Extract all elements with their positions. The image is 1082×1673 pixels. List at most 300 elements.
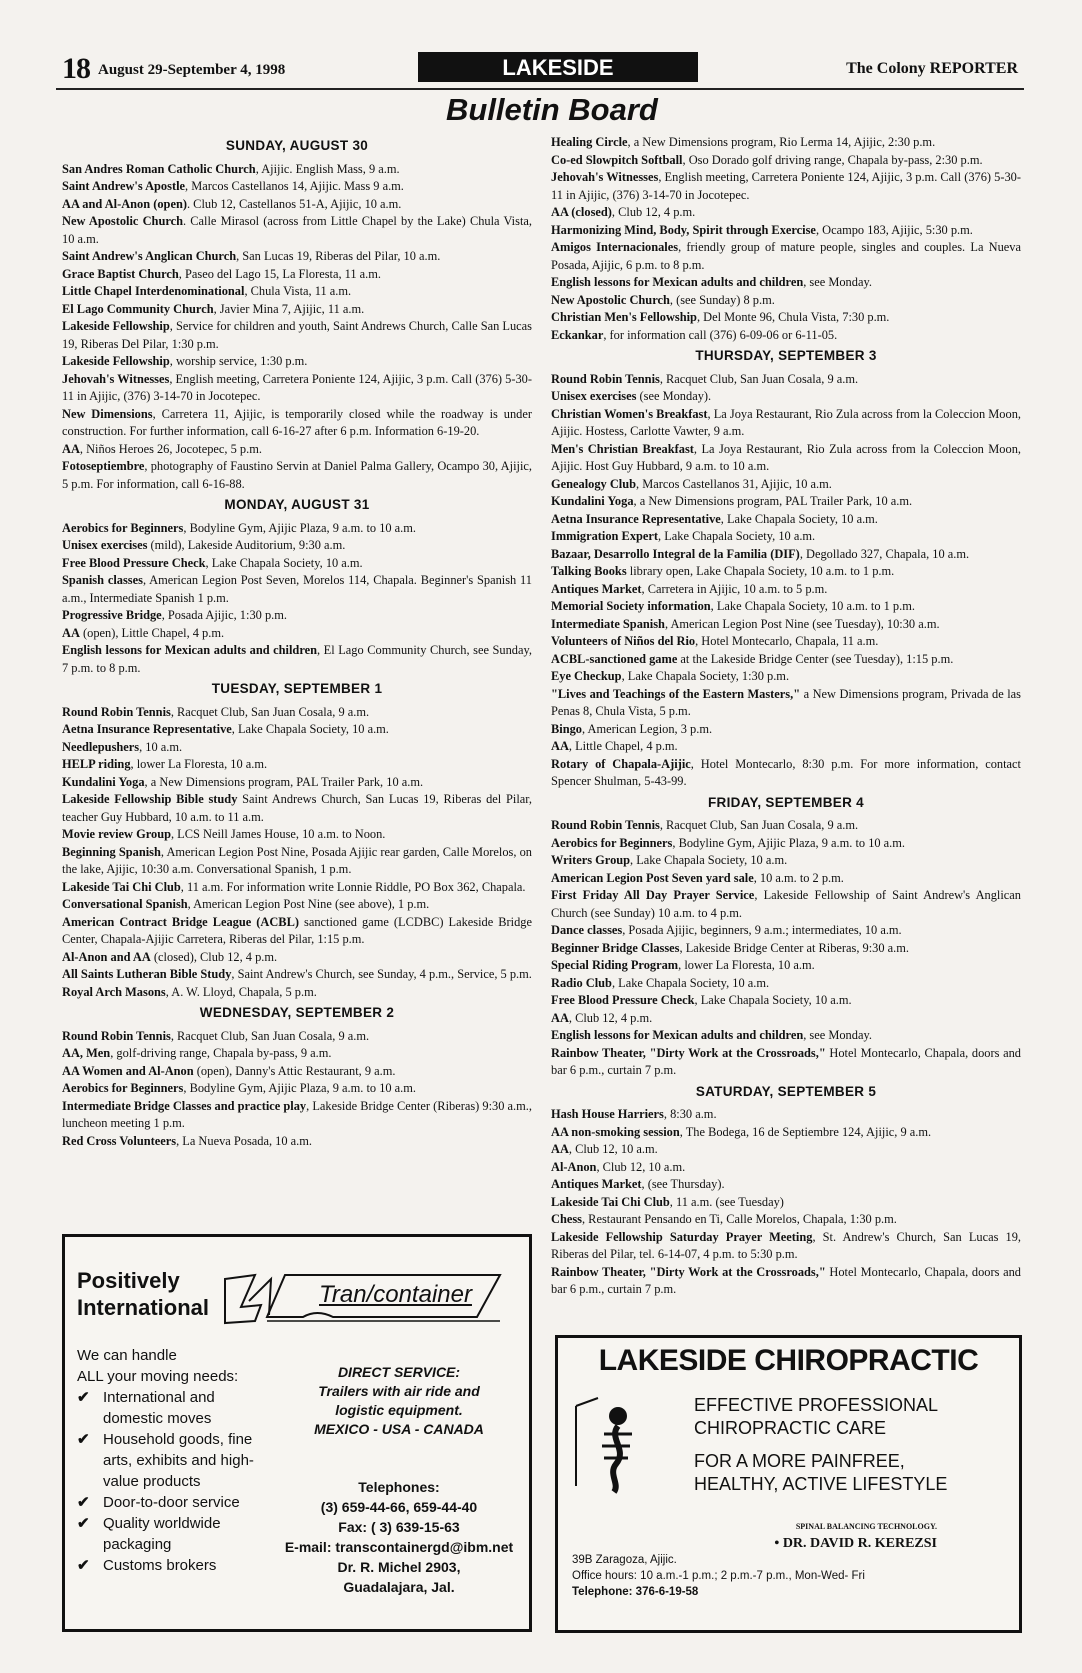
event-details: , Lake Chapala Society, 10 a.m. [205, 555, 363, 570]
list-item [62, 966, 532, 984]
event-details: (open), Danny's Attic Restaurant, 9 a.m. [193, 1063, 396, 1078]
event-details: (see Monday). [636, 389, 712, 403]
list-item [551, 756, 1021, 791]
event-details: , Hotel Montecarlo, 8:30 p.m. For more information, contact Spencer Shulman, 5-43-99. [551, 756, 1021, 788]
event-title: Hash House Harriers [551, 1107, 664, 1121]
list-item [551, 668, 1021, 686]
event-details: , Club 12, 4 p.m. [568, 1010, 653, 1025]
list-item [62, 1063, 532, 1081]
header-rule [56, 88, 1024, 90]
event-details: , lower La Floresta, 10 a.m. [678, 958, 815, 972]
intro-line2: ALL your moving needs: [77, 1368, 239, 1385]
event-title: Antiques Market [551, 581, 642, 596]
event-details: , Del Monte 96, Chula Vista, 7:30 p.m. [696, 310, 890, 324]
event-details: , Lake Chapala Society, 10 a.m. [611, 975, 770, 990]
list-item [62, 283, 532, 301]
list-item [551, 1194, 1021, 1212]
list-item [62, 318, 532, 353]
event-title: AA [551, 1010, 569, 1025]
list-item [551, 388, 1021, 406]
event-title: First Friday All Day Prayer Service [551, 888, 755, 902]
event-title: American Legion Post Seven yard sale [551, 870, 754, 885]
event-details: . Club 12, Castellanos 51-A, Ajijic, 10 a.m. [186, 196, 402, 211]
list-item [62, 537, 532, 555]
event-details: , A. W. Lloyd, Chapala, 5 p.m. [165, 984, 317, 999]
event-title: Unisex exercises [62, 538, 148, 552]
event-title: New Dimensions [62, 406, 153, 421]
list-item [62, 213, 532, 248]
event-details: , a New Dimensions program, PAL Trailer Park, 10 a.m. [144, 774, 424, 789]
event-details: , 10 a.m. [139, 739, 183, 754]
list-item [62, 458, 532, 493]
address-line: Guadalajara, Jal. [343, 1579, 455, 1595]
event-title: Writers Group [551, 853, 631, 867]
direct-line: MEXICO - USA - CANADA [314, 1421, 484, 1437]
list-item [551, 1010, 1021, 1028]
fax-number: Fax: ( 3) 639-15-63 [338, 1519, 460, 1535]
day-heading: WEDNESDAY, SEPTEMBER 2 [199, 1005, 395, 1020]
event-details: (closed), Club 12, 4 p.m. [150, 949, 278, 964]
event-details: , Marcos Castellanos 14, Ajijic. Mass 9 a.m. [185, 179, 404, 193]
event-title: Beginner Bridge Classes [551, 940, 680, 955]
list-item [551, 581, 1021, 599]
list-item [551, 406, 1021, 441]
event-details: , see Monday. [803, 1028, 872, 1042]
event-title: Aerobics for Beginners [551, 835, 673, 850]
event-title: Round Robin Tennis [62, 1028, 171, 1043]
list-item [62, 441, 532, 459]
list-item [551, 441, 1021, 476]
event-details: , Chula Vista, 11 a.m. [244, 284, 352, 298]
chiro-contact [572, 1552, 865, 1600]
list-item [551, 563, 1021, 581]
event-details: , a New Dimensions program, PAL Trailer Park, 10 a.m. [633, 494, 913, 508]
event-details: Hotel Montecarlo, Chapala, doors and bar 6 p.m., curtain 7 p.m. [551, 1045, 1021, 1077]
event-details: at the Lakeside Bridge Center (see Tuesday), 1:15 p.m. [677, 651, 954, 666]
event-title: AA Women and Al-Anon [62, 1063, 194, 1078]
list-item [62, 353, 532, 371]
ad-intro [77, 1345, 238, 1387]
list-item [551, 476, 1021, 494]
event-title: Intermediate Spanish [551, 616, 665, 631]
event-title: Co-ed Slowpitch Softball [551, 152, 683, 167]
event-title: "Lives and Teachings of the Eastern Masters," [551, 686, 801, 701]
day-heading: SUNDAY, AUGUST 30 [225, 138, 369, 153]
event-details: , 10 a.m. to 2 p.m. [753, 870, 844, 885]
event-details: , Lakeside Bridge Center (Riberas) 9:30 a.m., luncheon meeting 1 p.m. [62, 1098, 532, 1130]
event-details: , golf-driving range, Chapala by-pass, 9 a.m. [110, 1046, 332, 1060]
event-title: Lakeside Fellowship Saturday Prayer Meeting [551, 1229, 813, 1244]
left-column [62, 134, 532, 1150]
day-heading: THURSDAY, SEPTEMBER 3 [695, 348, 877, 363]
services-list [77, 1387, 277, 1576]
page-title: Bulletin Board [446, 92, 658, 127]
event-details: , Lake Chapala Society, 10 a.m. [694, 993, 852, 1007]
event-details: , Saint Andrew's Church, see Sunday, 4 p.m., Service, 5 p.m. [231, 967, 532, 981]
list-item [77, 1513, 277, 1555]
event-title: AA (closed) [551, 205, 612, 219]
tagline-line: HEALTHY, ACTIVE LIFESTYLE [694, 1474, 948, 1494]
event-title: Genealogy Club [551, 476, 637, 491]
event-details: , Club 12, 10 a.m. [568, 1142, 658, 1156]
list-item [551, 1045, 1021, 1080]
event-details: , Little Chapel, 4 p.m. [568, 739, 678, 753]
chiro-address: 39B Zaragoza, Ajijic. [572, 1554, 677, 1566]
event-title: Lakeside Fellowship [62, 354, 170, 368]
list-item [551, 134, 1021, 152]
day-heading: FRIDAY, SEPTEMBER 4 [708, 794, 864, 810]
event-details: , St. Andrew's Church, San Lucas 19, Riberas del Pilar, tel. 6-14-07, 4 p.m. to 5:30 p.m. [551, 1229, 1021, 1261]
list-item [551, 817, 1021, 835]
chiro-title: LAKESIDE CHIROPRACTIC [598, 1344, 979, 1377]
list-item [62, 520, 532, 538]
event-details: , American Legion Post Seven, Morelos 114, Chapala. Beginner's Spanish 11 a.m., Intermediate Spanish 1 p.m. [62, 573, 532, 605]
event-title: AA [62, 625, 80, 640]
list-item [551, 1027, 1021, 1045]
event-title: Immigration Expert [551, 529, 659, 543]
list-item [551, 992, 1021, 1010]
event-title: Round Robin Tennis [551, 818, 660, 832]
list-item [62, 371, 532, 406]
list-item [551, 686, 1021, 721]
list-item [551, 975, 1021, 993]
list-item [551, 1141, 1021, 1159]
event-details: , friendly group of mature people, singles and couples. La Nueva Posada, Ajijic, 6 p.m. to 8 p.m. [551, 240, 1021, 272]
event-details: , Restaurant Pensando en Ti, Calle Morelos, Chapala, 1:30 p.m. [581, 1212, 897, 1226]
list-item [62, 879, 532, 897]
event-details: , Bodyline Gym, Ajijic Plaza, 9 a.m. to 10 a.m. [183, 520, 417, 535]
event-title: Rainbow Theater, "Dirty Work at the Crossroads," [551, 1045, 826, 1060]
event-details: sanctioned game (LCDBC) Lakeside Bridge Center, Chapala-Ajijic Carretera, Riberas del Pilar, 1:15 p.m. [62, 914, 532, 946]
event-title: Aerobics for Beginners [62, 1081, 184, 1095]
list-item [551, 371, 1021, 389]
list-item [551, 493, 1021, 511]
day-heading: MONDAY, AUGUST 31 [224, 497, 370, 512]
event-title: AA non-smoking session [551, 1124, 680, 1139]
list-item [62, 984, 532, 1002]
event-title: Saint Andrew's Anglican Church [62, 249, 237, 263]
event-title: Intermediate Bridge Classes and practice play [62, 1098, 307, 1113]
event-title: Free Blood Pressure Check [62, 555, 206, 570]
event-details: , Javier Mina 7, Ajijic, 11 a.m. [213, 301, 365, 316]
list-item [62, 914, 532, 949]
issue-date: August 29-September 4, 1998 [98, 62, 286, 78]
service-text: Household goods, fine arts, exhibits and high-value products [103, 1431, 254, 1490]
event-details: , Ocampo 183, Ajijic, 5:30 p.m. [815, 222, 973, 237]
event-title: Men's Christian Breakfast [551, 441, 694, 456]
list-item [62, 1028, 532, 1046]
list-item [551, 1106, 1021, 1124]
event-details: , Carretera in Ajijic, 10 a.m. to 5 p.m. [641, 581, 828, 596]
event-title: HELP riding [62, 757, 131, 771]
list-item [62, 949, 532, 967]
list-item [551, 511, 1021, 529]
list-item [551, 651, 1021, 669]
chiro-tagline [694, 1394, 1014, 1496]
event-title: Little Chapel Interdenominational [62, 284, 245, 298]
event-details: a New Dimensions program, Privada de las Penas 8, Chula Vista, 5 p.m. [551, 686, 1021, 718]
event-details: , Carretera 11, Ajijic, is temporarily closed while the roadway is under construction. For further information, call 6-16-27 after 6 p.m. Information 6-19-20. [62, 406, 532, 438]
list-item [62, 826, 532, 844]
list-item [62, 406, 532, 441]
event-details: , Lake Chapala Society, 10 a.m. to 1 p.m. [710, 599, 915, 613]
list-item [77, 1555, 277, 1576]
event-details: , La Nueva Posada, 10 a.m. [176, 1133, 312, 1148]
direct-title: DIRECT SERVICE: [337, 1364, 461, 1380]
contact-info [279, 1477, 519, 1597]
event-title: American Contract Bridge League (ACBL) [62, 914, 299, 929]
list-item [62, 1133, 532, 1151]
event-title: Bazaar, Desarrollo Integral de la Familia (DIF) [551, 546, 800, 561]
list-item [551, 528, 1021, 546]
event-title: Dance classes [551, 923, 623, 937]
event-title: Lakeside Fellowship [62, 319, 170, 333]
telephone-numbers: (3) 659-44-66, 659-44-40 [320, 1499, 478, 1515]
event-title: Royal Arch Masons [62, 984, 166, 999]
event-title: Aetna Insurance Representative [62, 722, 232, 736]
list-item [62, 161, 532, 179]
list-item [62, 607, 532, 625]
service-text: Customs brokers [103, 1557, 217, 1574]
list-item [62, 774, 532, 792]
list-item [77, 1429, 277, 1492]
event-title: Chess [551, 1212, 582, 1226]
event-details: , Posada Ajijic, beginners, 9 a.m.; intermediates, 10 a.m. [622, 923, 902, 937]
event-title: Eckankar [551, 327, 604, 342]
event-details: , (see Sunday) 8 p.m. [669, 292, 775, 307]
event-title: Bingo [551, 721, 582, 736]
checkmark-icon: ✔ [77, 1557, 90, 1574]
event-title: Christian Men's Fellowship [551, 310, 697, 324]
event-details: , Niños Heroes 26, Jocotepec, 5 p.m. [79, 441, 262, 456]
event-title: Saint Andrew's Apostle [62, 179, 186, 193]
event-title: Movie review Group [62, 827, 171, 841]
event-title: Harmonizing Mind, Body, Spirit through Exercise [551, 222, 816, 237]
event-details: , Club 12, 4 p.m. [611, 205, 696, 219]
event-details: , Racquet Club, San Juan Cosala, 9 a.m. [170, 1028, 370, 1043]
spine-figure-icon [568, 1394, 656, 1494]
chiro-hours: Office hours: 10 a.m.-1 p.m.; 2 p.m.-7 p.m., Mon-Wed- Fri [572, 1570, 865, 1582]
paper-name: The Colony REPORTER [846, 60, 1018, 77]
list-item [551, 940, 1021, 958]
event-title: Aetna Insurance Representative [551, 511, 721, 526]
event-title: Spanish classes [62, 573, 143, 587]
list-item [551, 546, 1021, 564]
list-item [551, 870, 1021, 888]
list-item [77, 1492, 277, 1513]
event-details: , Paseo del Lago 15, La Floresta, 11 a.m. [178, 266, 382, 281]
list-item [551, 1229, 1021, 1264]
event-title: Rainbow Theater, "Dirty Work at the Crossroads," [551, 1264, 826, 1279]
event-title: Amigos Internacionales [551, 240, 679, 254]
list-item [62, 1045, 532, 1063]
list-item [62, 844, 532, 879]
event-title: Grace Baptist Church [62, 266, 179, 281]
event-details: , Ajijic. English Mass, 9 a.m. [255, 161, 400, 176]
event-details: , Marcos Castellanos 31, Ajijic, 10 a.m. [636, 476, 832, 491]
direct-line: Trailers with air ride and [318, 1383, 480, 1399]
event-title: Progressive Bridge [62, 608, 162, 622]
event-details: , photography of Faustino Servin at Daniel Palma Gallery, Ocampo 30, Ajijic, 5 p.m. For information, call 6-16-88. [62, 459, 532, 491]
event-title: Beginning Spanish [62, 844, 161, 859]
event-details: (open), Little Chapel, 4 p.m. [79, 625, 225, 640]
event-details: , a New Dimensions program, Rio Lerma 14, Ajijic, 2:30 p.m. [627, 135, 936, 149]
event-details: , see Monday. [803, 275, 872, 289]
event-title: Lakeside Tai Chi Club [62, 879, 181, 894]
list-item [77, 1387, 277, 1429]
event-title: Antiques Market [551, 1177, 642, 1191]
direct-line: logistic equipment. [335, 1402, 463, 1418]
event-details: , La Joya Restaurant, Rio Zula across from la Coleccion Moon, Ajijic. Host Guy Hubbard, 9 a.m. to 10 a.m. [551, 441, 1021, 473]
list-item [551, 1124, 1021, 1142]
event-title: All Saints Lutheran Bible Study [62, 967, 232, 981]
event-details: , Lake Chapala Society, 10 a.m. [630, 853, 788, 867]
event-title: New Apostolic Church [551, 292, 670, 307]
service-text: Quality worldwide packaging [103, 1515, 221, 1553]
event-details: , American Legion Post Nine (see above), 1 p.m. [187, 897, 430, 911]
event-details: . Calle Mirasol (across from Little Chapel by the Lake) Chula Vista, 10 a.m. [62, 214, 532, 246]
event-title: Kundalini Yoga [62, 774, 145, 789]
service-text: International and domestic moves [103, 1389, 215, 1427]
list-item [551, 721, 1021, 739]
event-details: , Lake Chapala Society, 1:30 p.m. [621, 669, 790, 683]
list-item [551, 598, 1021, 616]
list-item [62, 704, 532, 722]
event-details: , The Bodega, 16 de Septiembre 124, Ajijic, 9 a.m. [679, 1124, 932, 1139]
event-title: Al-Anon [551, 1159, 597, 1174]
event-details: , Lake Chapala Society, 10 a.m. [658, 529, 816, 543]
event-title: English lessons for Mexican adults and children [62, 643, 317, 657]
page-number: 18 [62, 52, 90, 85]
event-details: , Oso Dorado golf driving range, Chapala by-pass, 2:30 p.m. [682, 152, 983, 167]
chiro-phone: Telephone: 376-6-19-58 [572, 1586, 699, 1598]
event-title: Eye Checkup [551, 669, 622, 683]
event-details: , Lakeside Bridge Center at Riberas, 9:30 a.m. [679, 940, 910, 955]
list-item [62, 721, 532, 739]
list-item [551, 204, 1021, 222]
event-details: , for information call (376) 6-09-06 or 6-11-05. [603, 327, 838, 342]
event-title: AA [551, 739, 569, 753]
list-item [62, 1080, 532, 1098]
event-details: , LCS Neill James House, 10 a.m. to Noon. [170, 827, 386, 841]
list-item [551, 1264, 1021, 1299]
list-item [62, 739, 532, 757]
event-title: Memorial Society information [551, 599, 711, 613]
event-title: Christian Women's Breakfast [551, 406, 708, 421]
right-column [551, 134, 1021, 1299]
list-item [62, 791, 532, 826]
event-details: , Club 12, 10 a.m. [596, 1159, 686, 1174]
list-item [551, 222, 1021, 240]
list-item [551, 309, 1021, 327]
event-details: , El Lago Community Church, see Sunday, 7 p.m. to 8 p.m. [62, 643, 532, 675]
event-details: , 8:30 a.m. [663, 1107, 717, 1121]
event-title: San Andres Roman Catholic Church [62, 161, 256, 176]
event-title: AA and Al-Anon (open) [62, 196, 187, 211]
list-item [551, 152, 1021, 170]
event-details: library open, Lake Chapala Society, 10 a.m. to 1 p.m. [626, 564, 895, 578]
checkmark-icon: ✔ [77, 1494, 90, 1511]
list-item [62, 301, 532, 319]
direct-service [279, 1363, 519, 1439]
section-banner: LAKESIDE [418, 52, 698, 82]
event-title: Special Riding Program [551, 958, 679, 972]
list-item [551, 957, 1021, 975]
event-details: (mild), Lakeside Auditorium, 9:30 a.m. [147, 538, 346, 552]
list-item [62, 896, 532, 914]
event-title: Aerobics for Beginners [62, 520, 184, 535]
list-item [551, 616, 1021, 634]
spinal-tech-note: SPINAL BALANCING TECHNOLOGY. [795, 1522, 937, 1531]
logo-text: Tran/container [319, 1281, 472, 1308]
event-title: Unisex exercises [551, 389, 637, 403]
event-details: , Bodyline Gym, Ajijic Plaza, 9 a.m. to 10 a.m. [672, 835, 906, 850]
event-title: English lessons for Mexican adults and children [551, 275, 804, 289]
service-text: Door-to-door service [103, 1494, 240, 1511]
event-details: , English meeting, Carretera Poniente 124, Ajijic, 3 p.m. Call (376) 5-30-11 in Ajijic, (376) 3-14-70 in Jocotepec. [551, 170, 1021, 202]
event-title: AA [551, 1142, 569, 1156]
event-title: Kundalini Yoga [551, 494, 634, 508]
list-item [62, 642, 532, 677]
event-title: Jehovah's Witnesses [551, 170, 659, 184]
event-title: New Apostolic Church [62, 214, 183, 228]
event-details: , Lakeside Fellowship of Saint Andrew's Anglican Church (see Sunday) 10 a.m. to 4 p.m. [551, 888, 1021, 920]
event-title: Needlepushers [62, 739, 140, 754]
list-item [62, 625, 532, 643]
event-title: Volunteers of Niños del Rio [551, 634, 696, 648]
event-details: , Bodyline Gym, Ajijic Plaza, 9 a.m. to 10 a.m. [183, 1081, 417, 1095]
doctor-name: • DR. DAVID R. KEREZSI [774, 1536, 937, 1551]
event-title: Lakeside Fellowship Bible study [62, 792, 238, 806]
list-item [551, 1211, 1021, 1229]
list-item [551, 274, 1021, 292]
event-details: , American Legion Post Nine (see Tuesday), 10:30 a.m. [664, 616, 940, 631]
page-header [56, 52, 1026, 92]
event-details: , Lake Chapala Society, 10 a.m. [231, 722, 389, 736]
telephones-label: Telephones: [358, 1479, 440, 1495]
list-item [62, 572, 532, 607]
event-details: , American Legion Post Nine, Posada Ajijic rear garden, Calle Morelos, on the lake, Ajijic, 10:30 a.m. Conversational Spanish, 1 p.m. [62, 844, 532, 876]
event-title: Radio Club [551, 975, 612, 990]
event-details: Saint Andrews Church, San Lucas 19, Riberas del Pilar, teacher Guy Hubbard, 10 a.m. to 11 a.m. [62, 792, 532, 824]
checkmark-icon: ✔ [77, 1431, 90, 1448]
event-details: , English meeting, Carretera Poniente 124, Ajijic, 3 p.m. Call (376) 5-30-11 in Ajijic, (376) 3-14-70 in Jocotepec. [62, 371, 532, 403]
event-title: El Lago Community Church [62, 301, 214, 316]
list-item [62, 178, 532, 196]
list-item [62, 196, 532, 214]
event-title: Jehovah's Witnesses [62, 371, 170, 386]
chiropractic-ad [555, 1335, 1022, 1633]
list-item [551, 887, 1021, 922]
intro-line1: We can handle [77, 1347, 177, 1364]
address-line: Dr. R. Michel 2903, [337, 1559, 461, 1575]
event-details: , 11 a.m. For information write Lonnie Riddle, PO Box 362, Chapala. [180, 879, 526, 894]
event-title: Red Cross Volunteers [62, 1133, 177, 1148]
event-title: ACBL-sanctioned game [551, 651, 678, 666]
event-title: Healing Circle [551, 135, 628, 149]
email-address: E-mail: transcontainergd@ibm.net [284, 1539, 514, 1555]
event-title: Conversational Spanish [62, 897, 188, 911]
event-title: Lakeside Tai Chi Club [551, 1194, 670, 1209]
list-item [551, 292, 1021, 310]
list-item [62, 555, 532, 573]
event-title: Talking Books [551, 564, 627, 578]
event-details: , San Lucas 19, Riberas del Pilar, 10 a.m. [236, 249, 441, 263]
event-title: AA [62, 441, 80, 456]
event-details: , Lake Chapala Society, 10 a.m. [720, 511, 878, 526]
list-item [551, 1159, 1021, 1177]
event-title: AA, Men [62, 1046, 111, 1060]
